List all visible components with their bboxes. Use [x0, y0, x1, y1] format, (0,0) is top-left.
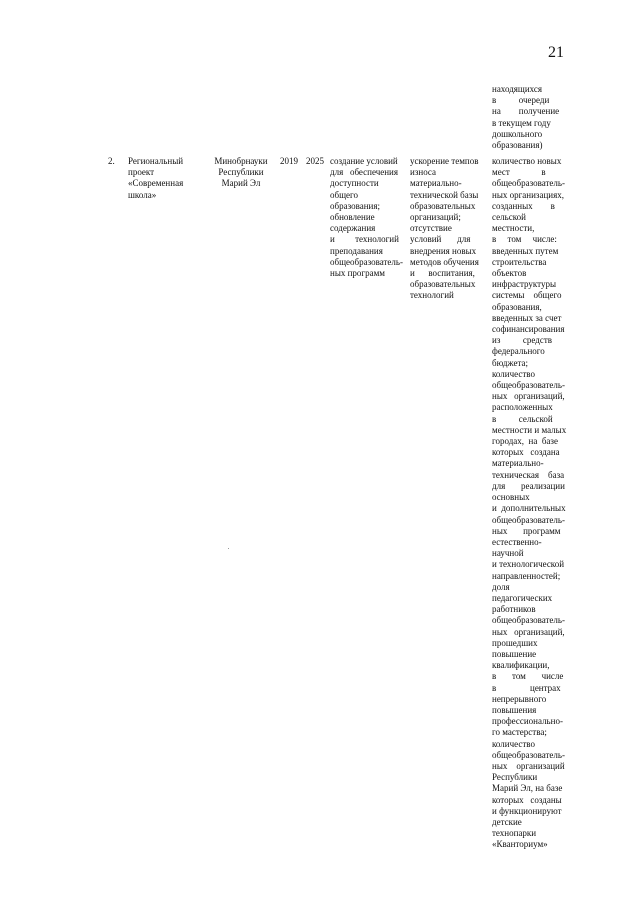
task-description: создание условий для обеспечения доступности общего образования; обновление содержания и технологий преподавания общеобразователь- ных программ [330, 156, 403, 279]
indicator-continuation: находящихся в очереди на получение в текущем году дошкольного образования) [492, 84, 560, 151]
scan-speck [228, 548, 229, 549]
page-number: 21 [548, 44, 564, 61]
end-year: 2025 [306, 156, 324, 166]
responsible-body: Минобрнауки Республики Марий Эл [214, 156, 268, 189]
indicator-description: количество новых мест в общеобразователь- ных организациях, созданных в сельской местности, в том числе: введенных путем строительства объектов инфраструктуры системы общего образования, введенных за счет софинансирования из средств федерального бюджета; количество общеобразователь- ных организаций, расположенных в сельской местности и малых городах, на базе которых создана материально- техническая база для реализации основных и дополнительных общеобразователь- ных программ естественно- научной и технологической направленностей; доля педагогических работников общеобразователь- ных организаций, прошедших повышение квалификации, в том числе в центрах непрерывного повышения профессионально- го мастерства; количество общеобразователь- ных организаций Республики Марий Эл, на базе которых созданы и функционируют детские технопарки «Кванториум» [492, 156, 567, 850]
project-name: Региональный проект «Современная школа» [128, 156, 184, 200]
start-year: 2019 [280, 156, 298, 166]
row-number: 2. [108, 156, 115, 166]
risk-description: ускорение темпов износа материально- технической базы образовательных организаций; отсутствие условий для внедрения новых методов обучения и воспитания, образовательных технологий [410, 156, 479, 301]
